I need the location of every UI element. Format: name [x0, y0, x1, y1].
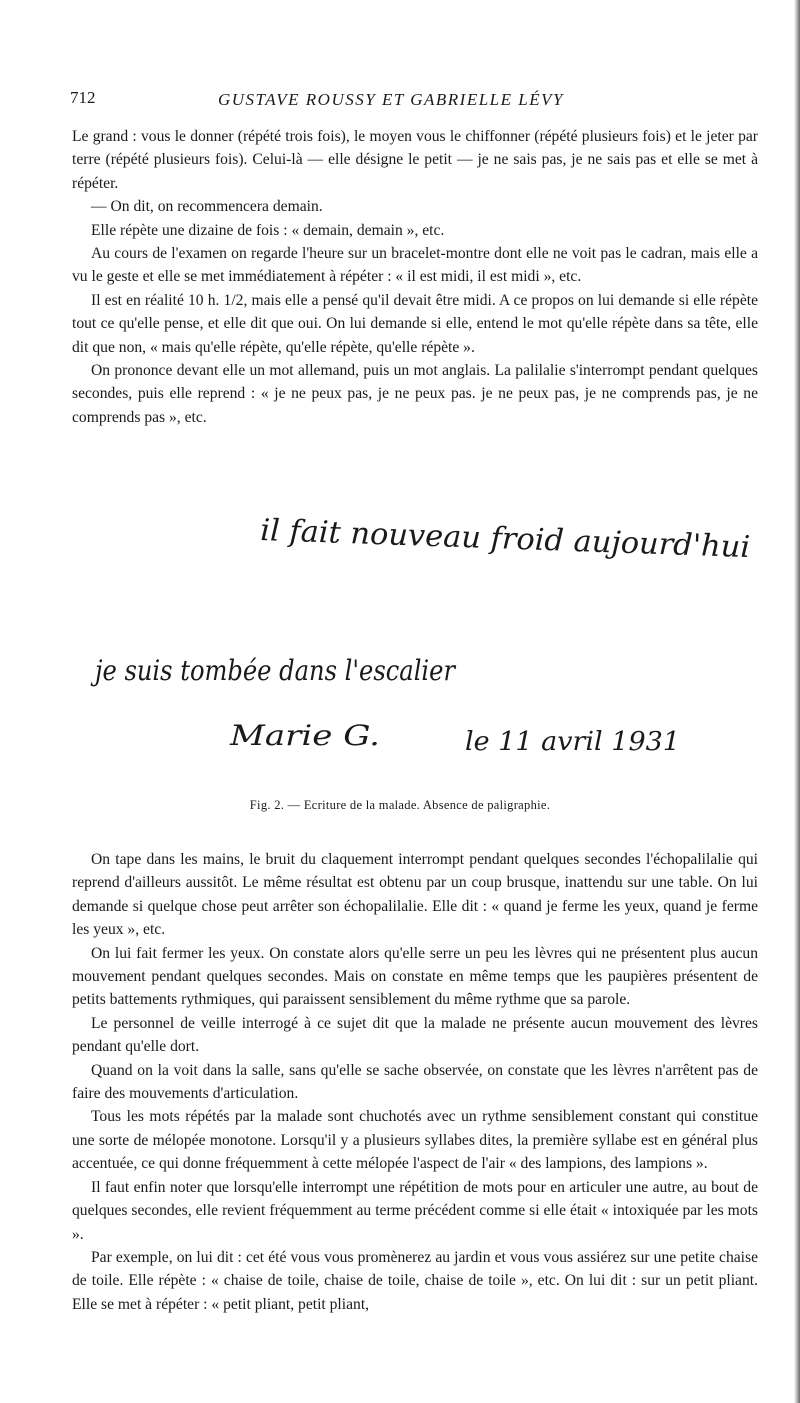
handwriting-figure: [80, 480, 770, 780]
page-number: 712: [70, 88, 96, 107]
paragraph: Au cours de l'examen on regarde l'heure sur un bracelet-montre dont elle ne voit pas le cadran, mais elle a vu le geste et elle se met immédiatement à répéter : « il est midi, il est midi », etc.: [72, 245, 758, 286]
paragraph: Tous les mots répétés par la malade sont chuchotés avec un rythme sensiblement constant qui constitue une sorte de mélopée monotone. Lorsqu'il y a plusieurs syllabes dites, la première syllabe est en général plus accentuée, ce qui donne fréquemment à cette mélopée l'aspect de l'air « des lampions, des lampions ».: [72, 1108, 758, 1173]
handwriting-line-2: je suis tombée dans l'escalier: [89, 654, 457, 687]
page-edge-shadow: [794, 0, 800, 1403]
body-text-top: [72, 125, 758, 429]
paragraph: On tape dans les mains, le bruit du claquement interrompt pendant quelques secondes l'échopalilalie qui reprend d'ailleurs aussitôt. Le même résultat est obtenu par un coup brusque, inattendu sur une table. On lui demande si quelque chose peut arrêter son échopalilalie. Elle dit : « quand je ferme les yeux, quand je ferme les yeux », etc.: [72, 851, 758, 939]
figure-caption: Fig. 2. — Ecriture de la malade. Absence de paligraphie.: [249, 798, 551, 812]
handwriting-sample: [80, 480, 770, 780]
paragraph: Il est en réalité 10 h. 1/2, mais elle a pensé qu'il devait être midi. A ce propos on lui demande si elle répète tout ce qu'elle pense, et elle dit que oui. On lui demande si elle, entend le mot qu'elle répète dans sa tête, elle dit que non, « mais qu'elle répète, qu'elle répète, qu'elle répète ».: [72, 291, 758, 356]
paragraph: Par exemple, on lui dit : cet été vous vous promènerez au jardin et vous vous assiérez sur une petite chaise de toile. Elle répète : « chaise de toile, chaise de toile, chaise de toile », etc. On lui dit : sur un petit pliant. Elle se met à répéter : « petit pliant, petit pliant,: [72, 1248, 758, 1313]
paragraph: Quand on la voit dans la salle, sans qu'elle se sache observée, on constate que les lèvres n'arrêtent pas de faire des mouvements d'articulation.: [72, 1061, 758, 1103]
paragraph: Le personnel de veille interrogé à ce sujet dit que la malade ne présente aucun mouvement des lèvres pendant qu'elle dort.: [72, 1014, 758, 1056]
handwriting-date: le 11 avril 1931: [465, 727, 680, 757]
paragraph: On lui fait fermer les yeux. On constate alors qu'elle serre un peu les lèvres qui ne présentent plus aucun mouvement pendant quelques secondes. Mais on constate en même temps que les paupières présentent de petits battements rythmiques, qui paraissent sensiblement du même rythme que sa parole.: [72, 944, 758, 1009]
page-header: [70, 88, 740, 118]
paragraph: Elle répète une dizaine de fois : « demain, demain », etc.: [91, 221, 445, 239]
paragraph: On prononce devant elle un mot allemand, puis un mot anglais. La palilalie s'interrompt pendant quelques secondes, puis elle reprend : « je ne peux pas, je ne peux pas. je ne peux pas, je ne comprends pas, je ne comprends pas », etc.: [72, 362, 758, 426]
running-title: GUSTAVE ROUSSY ET GABRIELLE LÉVY: [218, 90, 564, 109]
handwriting-signature: Marie G.: [228, 719, 380, 752]
paragraph: Il faut enfin noter que lorsqu'elle interrompt une répétition de mots pour en articuler une autre, au bout de quelques secondes, elle revient fréquemment au terme précédent comme si elle était « intoxiquée par les mots ».: [72, 1178, 758, 1243]
paragraph: Le grand : vous le donner (répété trois fois), le moyen vous le chiffonner (répété plusieurs fois) et le jeter par terre (répété plusieurs fois). Celui-là — elle désigne le petit — je ne sais pas, je ne sais pas et elle se met à répéter.: [72, 128, 758, 192]
handwriting-line-1: il fait nouveau froid aujourd'hui: [259, 513, 744, 565]
paragraph: — On dit, on recommencera demain.: [91, 198, 323, 216]
body-text-bottom: [72, 848, 758, 1316]
